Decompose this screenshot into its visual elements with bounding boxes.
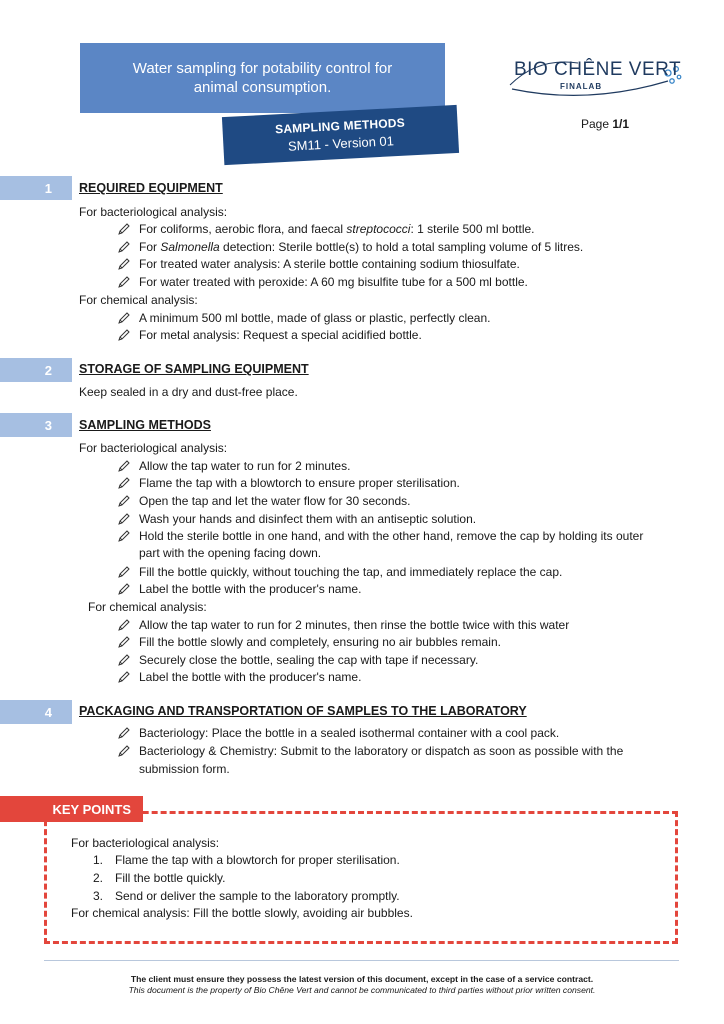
method-banner (222, 105, 459, 165)
pen-icon (117, 529, 131, 543)
pen-icon (117, 670, 131, 684)
section-intro: For bacteriological analysis: (79, 205, 228, 219)
list-item (139, 670, 361, 684)
list-item-text: Securely close the bottle, sealing the cap with tape if necessary. (139, 653, 479, 667)
pen-icon (117, 459, 131, 473)
list-item-text: Fill the bottle slowly and completely, ensuring no air bubbles remain. (139, 635, 501, 649)
pen-icon (117, 512, 131, 526)
list-item-text: Fill the bottle quickly, without touching the tap, and immediately replace the cap. (139, 565, 563, 579)
section-title: STORAGE OF SAMPLING EQUIPMENT (79, 362, 309, 376)
list-item-emphasis: Salmonella (160, 240, 220, 254)
list-item-text: Wash your hands and disinfect them with an antiseptic solution. (139, 512, 477, 526)
list-item-text: Bacteriology: Place the bottle in a sealed isothermal container with a cool pack. (139, 726, 560, 740)
logo-sub-text: FINALAB (560, 82, 603, 91)
list-item (139, 618, 569, 632)
list-item-text: Allow the tap water to run for 2 minutes, then rinse the bottle twice with this water (139, 618, 570, 632)
document-title-box (80, 43, 445, 113)
pen-icon (117, 240, 131, 254)
list-item (139, 328, 422, 342)
list-item-text: Label the bottle with the producer's name. (139, 582, 362, 596)
pen-icon (117, 275, 131, 289)
key-point-text: Flame the tap with a blowtorch for proper sterilisation. (115, 853, 400, 867)
list-item (139, 512, 476, 526)
section-number-bar: 3 (0, 413, 72, 437)
pen-icon (117, 635, 131, 649)
section-number-bar: 2 (0, 358, 72, 382)
key-points-intro: For bacteriological analysis: (71, 836, 220, 850)
pen-icon (117, 476, 131, 490)
key-points-chemical: For chemical analysis: Fill the bottle slowly, avoiding air bubbles. (71, 906, 413, 920)
company-logo (508, 55, 683, 105)
section-title: SAMPLING METHODS (79, 418, 211, 432)
list-item-text: submission form. (139, 762, 230, 776)
list-item-text: For treated water analysis: A sterile bottle containing sodium thiosulfate. (139, 257, 520, 271)
pen-icon (117, 726, 131, 740)
list-item-text: For water treated with peroxide: A 60 mg bisulfite tube for a 500 ml bottle. (139, 275, 528, 289)
list-item-continuation (139, 546, 321, 560)
list-item-text: For metal analysis: Request a special acidified bottle. (139, 328, 422, 342)
list-item (139, 653, 478, 667)
list-item (139, 635, 501, 649)
list-item (139, 222, 535, 236)
pen-icon (117, 222, 131, 236)
key-points-label: KEY POINTS (0, 796, 143, 822)
method-version: SM11 - Version 01 (287, 133, 395, 154)
list-item (139, 257, 520, 271)
section-intro: For bacteriological analysis: (79, 441, 228, 455)
page-prefix: Page (581, 117, 613, 131)
section-number-bar: 4 (0, 700, 72, 724)
logo-brand-text: BIO CHÊNE VERT (514, 59, 682, 80)
section-title: PACKAGING AND TRANSPORTATION OF SAMPLES TO THE LABORATORY (79, 704, 527, 718)
footer-property: This document is the property of Bio Chêne Vert and cannot be communicated to third parties without prior written consent. (128, 985, 596, 995)
list-item-text: Flame the tap with a blowtorch to ensure proper sterilisation. (139, 476, 460, 490)
pen-icon (117, 582, 131, 596)
list-item (139, 494, 411, 508)
section-text: Keep sealed in a dry and dust-free place. (79, 385, 298, 399)
key-point-text: Send or deliver the sample to the laboratory promptly. (115, 889, 400, 903)
list-item (139, 582, 361, 596)
list-item (139, 744, 623, 758)
list-item (139, 476, 460, 490)
list-item-text: For coliforms, aerobic flora, and faecal (139, 222, 347, 236)
pen-icon (117, 744, 131, 758)
list-item (139, 529, 643, 543)
method-title: SAMPLING METHODS (274, 115, 406, 137)
list-item-text: Allow the tap water to run for 2 minutes. (139, 459, 351, 473)
list-item (139, 565, 562, 579)
pen-icon (117, 328, 131, 342)
section-title: REQUIRED EQUIPMENT (79, 181, 223, 195)
pen-icon (117, 494, 131, 508)
list-item-text: part with the opening facing down. (139, 546, 322, 560)
list-item-text: Label the bottle with the producer's name. (139, 670, 362, 684)
page-number (581, 117, 629, 131)
list-item (139, 726, 559, 740)
list-item-text: Open the tap and let the water flow for 30 seconds. (139, 494, 411, 508)
list-item (139, 240, 583, 254)
list-item-text: : 1 sterile 500 ml bottle. (410, 222, 535, 236)
key-point-number: 1. (93, 853, 104, 867)
list-item-text: For (139, 240, 161, 254)
list-item (139, 459, 350, 473)
pen-icon (117, 618, 131, 632)
list-item-emphasis: streptococci (346, 222, 411, 236)
list-item-text: Bacteriology & Chemistry: Submit to the laboratory or dispatch as soon as possible with the (139, 744, 624, 758)
pen-icon (117, 565, 131, 579)
pen-icon (117, 257, 131, 271)
section-intro: For chemical analysis: (79, 293, 198, 307)
list-item-text: A minimum 500 ml bottle, made of glass or plastic, perfectly clean. (139, 311, 491, 325)
section-number-bar: 1 (0, 176, 72, 200)
pen-icon (117, 311, 131, 325)
list-item (139, 275, 528, 289)
key-point-number: 3. (93, 889, 104, 903)
list-item-text: detection: Sterile bottle(s) to hold a total sampling volume of 5 litres. (219, 240, 584, 254)
footer-divider (44, 960, 679, 961)
page-value: 1/1 (612, 117, 630, 131)
key-point-number: 2. (93, 871, 104, 885)
list-item-continuation (139, 762, 230, 776)
document-title: Water sampling for potability control for animal consumption. (132, 60, 393, 96)
footer-notice: The client must ensure they possess the latest version of this document, except in the case of a service contract. (130, 974, 594, 984)
pen-icon (117, 653, 131, 667)
key-point-text: Fill the bottle quickly. (115, 871, 226, 885)
list-item (139, 311, 491, 325)
section-intro: For chemical analysis: (88, 600, 207, 614)
list-item-text: Hold the sterile bottle in one hand, and with the other hand, remove the cap by holding its outer (139, 529, 644, 543)
